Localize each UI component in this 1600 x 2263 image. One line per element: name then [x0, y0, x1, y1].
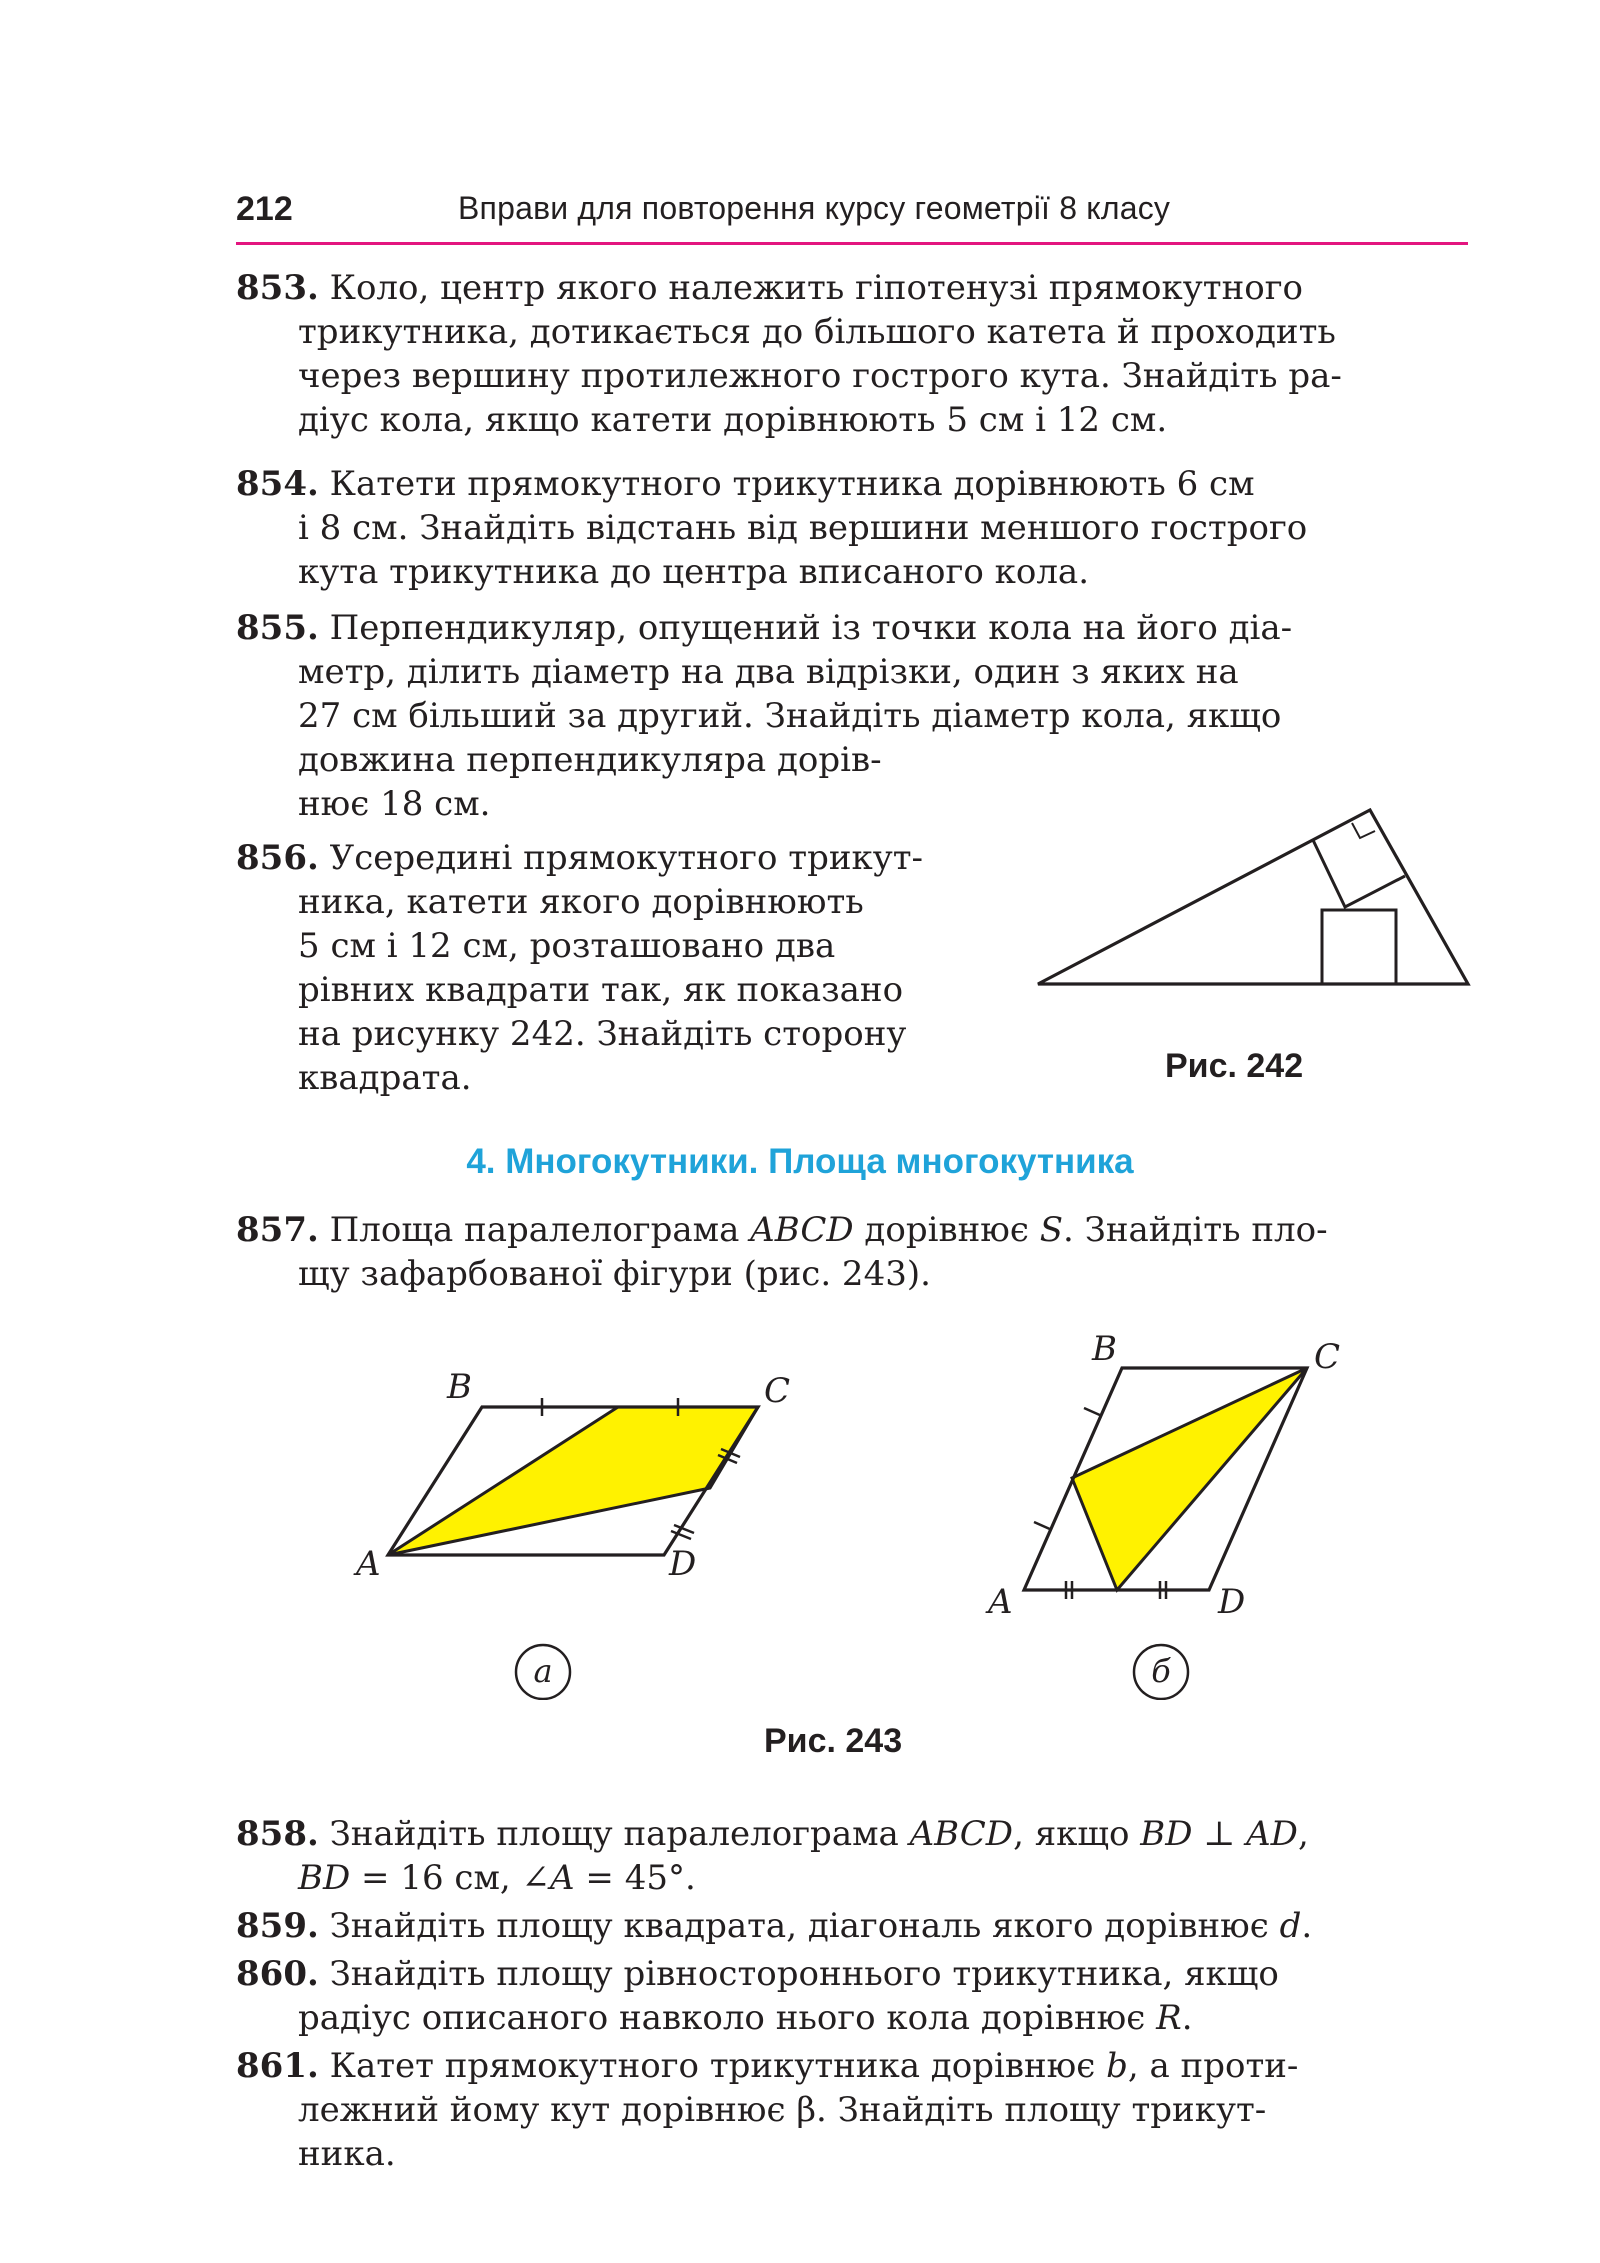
- problem-text: Усередині прямокутного трикут-: [329, 838, 924, 878]
- problem-858: [236, 1812, 1468, 1900]
- shaded-region: [388, 1407, 758, 1555]
- problem-856: [236, 836, 1016, 1100]
- problem-text: Перпендикуляр, опущений із точки кола на його діа-: [329, 608, 1293, 648]
- page-number: 212: [236, 190, 293, 228]
- problem-text: ника.: [298, 2134, 396, 2174]
- problem-853: [236, 266, 1468, 442]
- math-var: BD: [1140, 1814, 1193, 1854]
- problem-861: [236, 2044, 1468, 2176]
- problem-text: . Знайдіть пло-: [1063, 1210, 1328, 1250]
- problem-text: Знайдіть площу паралелограма: [329, 1814, 910, 1854]
- problem-text: ⊥: [1192, 1814, 1247, 1854]
- problem-text: 5 см і 12 см, розташовано два: [298, 926, 836, 966]
- figure-242-caption: Рис. 242: [1165, 1047, 1304, 1085]
- figure-243-caption: Рис. 243: [764, 1722, 903, 1760]
- tick-mark: [1084, 1408, 1102, 1416]
- vertex-label-c: C: [1314, 1337, 1341, 1377]
- problem-text: метр, ділить діаметр на два відрізки, один з яких на: [298, 652, 1239, 692]
- problem-text: діус кола, якщо катети дорівнюють 5 см і 12 см.: [298, 400, 1168, 440]
- math-var: A: [550, 1858, 575, 1898]
- problem-number: 859.: [236, 1906, 319, 1946]
- problem-text: = 45°.: [574, 1858, 696, 1898]
- problem-text: квадрата.: [298, 1058, 472, 1098]
- right-angle-mark: [1352, 823, 1375, 838]
- problem-text: Знайдіть площу квадрата, діагональ якого дорівнює: [329, 1906, 1280, 1946]
- problem-text: трикутника, дотикається до більшого катета й проходить: [298, 312, 1336, 352]
- problem-text: ника, катети якого дорівнюють: [298, 882, 864, 922]
- header-rule: [236, 242, 1468, 245]
- section-title: 4. Многокутники. Площа многокутника: [466, 1142, 1134, 1181]
- problem-857: [236, 1208, 1468, 1296]
- problem-854: [236, 462, 1468, 594]
- problem-number: 856.: [236, 838, 319, 878]
- problem-text: нює 18 см.: [298, 784, 491, 824]
- vertex-label-b: B: [447, 1367, 472, 1407]
- math-var: d: [1279, 1906, 1302, 1946]
- right-triangle: [1038, 810, 1468, 984]
- problem-number: 853.: [236, 268, 319, 308]
- problem-text: рівних квадрати так, як показано: [298, 970, 904, 1010]
- problem-text: ,: [1297, 1814, 1309, 1854]
- problem-text: і 8 см. Знайдіть відстань від вершини меншого гострого: [298, 508, 1308, 548]
- vertex-label-b: B: [1092, 1329, 1117, 1369]
- math-var: ABCD: [909, 1814, 1014, 1854]
- problem-number: 858.: [236, 1814, 319, 1854]
- problem-number: 860.: [236, 1954, 319, 1994]
- figure-243b: [960, 1320, 1420, 1700]
- problem-text: Знайдіть площу рівностороннього трикутника, якщо: [329, 1954, 1279, 1994]
- problem-text: через вершину протилежного гострого кута. Знайдіть ра-: [298, 356, 1342, 396]
- problem-number: 861.: [236, 2046, 319, 2086]
- problem-text: кута трикутника до центра вписаного кола.: [298, 552, 1089, 592]
- vertex-label-c: C: [764, 1371, 791, 1411]
- problem-number: 857.: [236, 1210, 319, 1250]
- vertex-label-d: D: [1218, 1582, 1246, 1622]
- problem-text: радіус описаного навколо нього кола дорівнює: [298, 1998, 1157, 2038]
- problem-text: .: [1181, 1998, 1193, 2038]
- problem-text: Катети прямокутного трикутника дорівнюють 6 см: [329, 464, 1255, 504]
- problem-855: [236, 606, 1468, 826]
- problem-text: = 16 см, ∠: [350, 1858, 551, 1898]
- problem-number: 855.: [236, 608, 319, 648]
- problem-number: 854.: [236, 464, 319, 504]
- problem-text: довжина перпендикуляра дорів-: [298, 740, 882, 780]
- math-var: BD: [298, 1858, 351, 1898]
- square-lower: [1322, 910, 1396, 984]
- vertex-label-d: D: [669, 1544, 697, 1584]
- problem-860: [236, 1952, 1468, 2040]
- figure-242: [1030, 800, 1480, 1000]
- math-var: S: [1039, 1210, 1064, 1250]
- problem-859: [236, 1904, 1468, 1948]
- problem-text: щу зафарбованої фігури (рис. 243).: [298, 1254, 931, 1294]
- figure-243a: [340, 1360, 810, 1700]
- vertex-label-a: A: [988, 1582, 1013, 1622]
- subfigure-label: б: [1151, 1652, 1171, 1690]
- problem-text: 27 см більший за другий. Знайдіть діаметр кола, якщо: [298, 696, 1282, 736]
- problem-text: на рисунку 242. Знайдіть сторону: [298, 1014, 907, 1054]
- math-var: ABCD: [750, 1210, 854, 1250]
- math-var: AD: [1246, 1814, 1298, 1854]
- problem-text: .: [1301, 1906, 1313, 1946]
- math-var: b: [1106, 2046, 1128, 2086]
- tick-mark: [1034, 1522, 1052, 1530]
- problem-text: лежний йому кут дорівнює β. Знайдіть площу трикут-: [298, 2090, 1267, 2130]
- vertex-label-a: A: [356, 1544, 381, 1584]
- subfigure-label: а: [533, 1652, 553, 1690]
- problem-text: , а проти-: [1127, 2046, 1299, 2086]
- running-title: Вправи для повторення курсу геометрії 8 класу: [458, 190, 1171, 226]
- problem-text: Катет прямокутного трикутника дорівнює: [329, 2046, 1107, 2086]
- problem-text: Коло, центр якого належить гіпотенузі прямокутного: [329, 268, 1304, 308]
- page-header: [236, 186, 1468, 246]
- problem-text: Площа паралелограма: [329, 1210, 751, 1250]
- math-var: R: [1156, 1998, 1182, 2038]
- problem-text: , якщо: [1013, 1814, 1141, 1854]
- problem-text: дорівнює: [853, 1210, 1040, 1250]
